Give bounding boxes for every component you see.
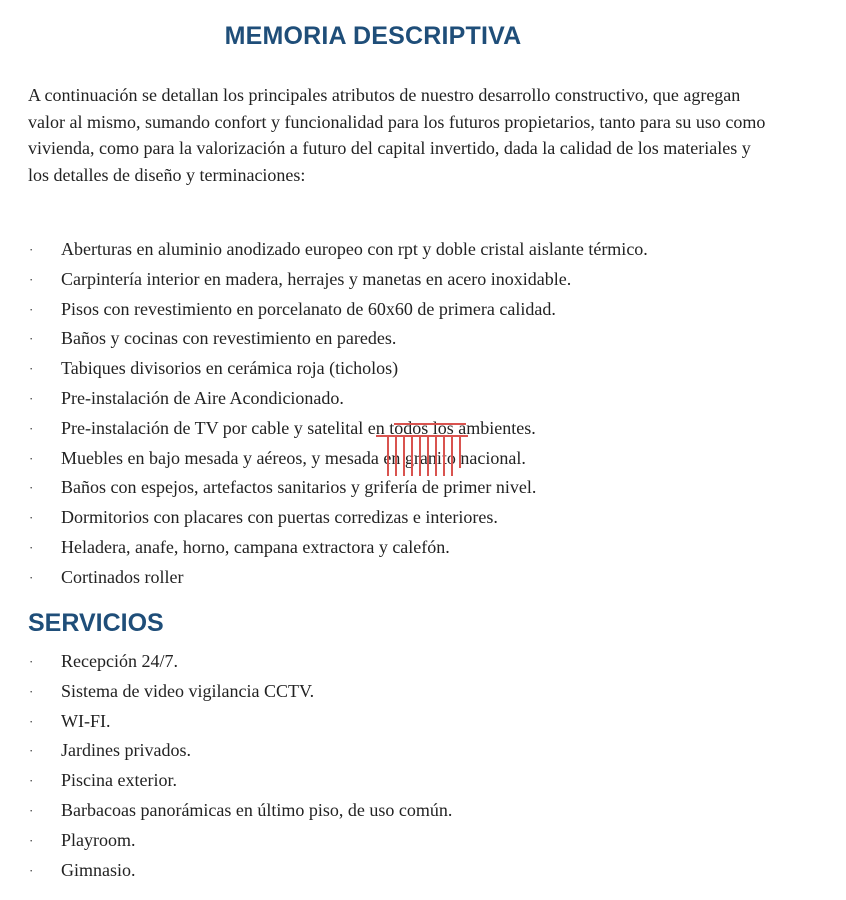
watermark-logo-icon: [376, 418, 468, 478]
feature-item-text: Tabiques divisorios en cerámica roja (ticholos): [61, 358, 399, 379]
bullet-icon: ·: [29, 390, 34, 406]
feature-item-text: Baños y cocinas con revestimiento en paredes.: [61, 328, 397, 349]
feature-item-text: Muebles en bajo mesada y aéreos, y mesada en granito nacional.: [61, 447, 526, 468]
service-item-text: Gimnasio.: [61, 859, 136, 880]
bullet-icon: ·: [29, 331, 34, 347]
bullet-icon: ·: [29, 510, 34, 526]
feature-item-text: Cortinados roller: [61, 566, 184, 587]
intro-paragraph: A continuación se detallan los principales atributos de nuestro desarrollo constructivo, que agregan valor al mismo, sumando confort y funcionalidad para los futuros propietarios, tanto para su uso como vivienda, como para la valorización a futuro del capital invertido, dada la calidad de los materiales y los detalles de diseño y terminaciones:: [28, 85, 766, 185]
feature-item-text: Baños con espejos, artefactos sanitarios y grifería de primer nivel.: [61, 477, 537, 498]
services-heading: SERVICIOS: [28, 609, 164, 637]
bullet-icon: ·: [29, 832, 34, 848]
service-item-text: Piscina exterior.: [61, 770, 177, 791]
service-item-text: Recepción 24/7.: [61, 651, 178, 671]
feature-item-text: Heladera, anafe, horno, campana extractora y calefón.: [61, 536, 450, 557]
feature-item-text: Aberturas en aluminio anodizado europeo con rpt y doble cristal aislante térmico.: [61, 239, 648, 259]
bullet-icon: ·: [29, 539, 34, 555]
bullet-icon: ·: [29, 450, 34, 466]
service-item-text: Jardines privados.: [61, 740, 191, 761]
feature-item-text: Pisos con revestimiento en porcelanato de 60x60 de primera calidad.: [61, 298, 556, 319]
bullet-icon: ·: [29, 301, 34, 317]
bullet-icon: ·: [29, 480, 34, 496]
page-title: MEMORIA DESCRIPTIVA: [224, 22, 522, 50]
bullet-icon: ·: [29, 271, 34, 287]
feature-item-text: Carpintería interior en madera, herrajes y manetas en acero inoxidable.: [61, 268, 572, 289]
service-item-text: Playroom.: [61, 829, 136, 850]
service-item-text: WI-FI.: [61, 710, 111, 731]
bullet-icon: ·: [29, 743, 34, 759]
service-item-text: Sistema de video vigilancia CCTV.: [61, 680, 315, 701]
bullet-icon: ·: [29, 773, 34, 789]
bullet-icon: ·: [29, 242, 34, 257]
bullet-icon: ·: [29, 569, 34, 585]
feature-item-text: Dormitorios con placares con puertas corredizas e interiores.: [61, 507, 498, 528]
feature-item-text: Pre-instalación de TV por cable y satelital en todos los ambientes.: [61, 417, 536, 438]
bullet-icon: ·: [29, 862, 34, 878]
service-item-text: Barbacoas panorámicas en último piso, de uso común.: [61, 799, 453, 820]
bullet-icon: ·: [29, 420, 34, 436]
feature-item-text: Pre-instalación de Aire Acondicionado.: [61, 387, 344, 408]
bullet-icon: ·: [29, 683, 34, 699]
bullet-icon: ·: [29, 654, 34, 669]
bullet-icon: ·: [29, 361, 34, 377]
bullet-icon: ·: [29, 802, 34, 818]
bullet-icon: ·: [29, 713, 34, 729]
